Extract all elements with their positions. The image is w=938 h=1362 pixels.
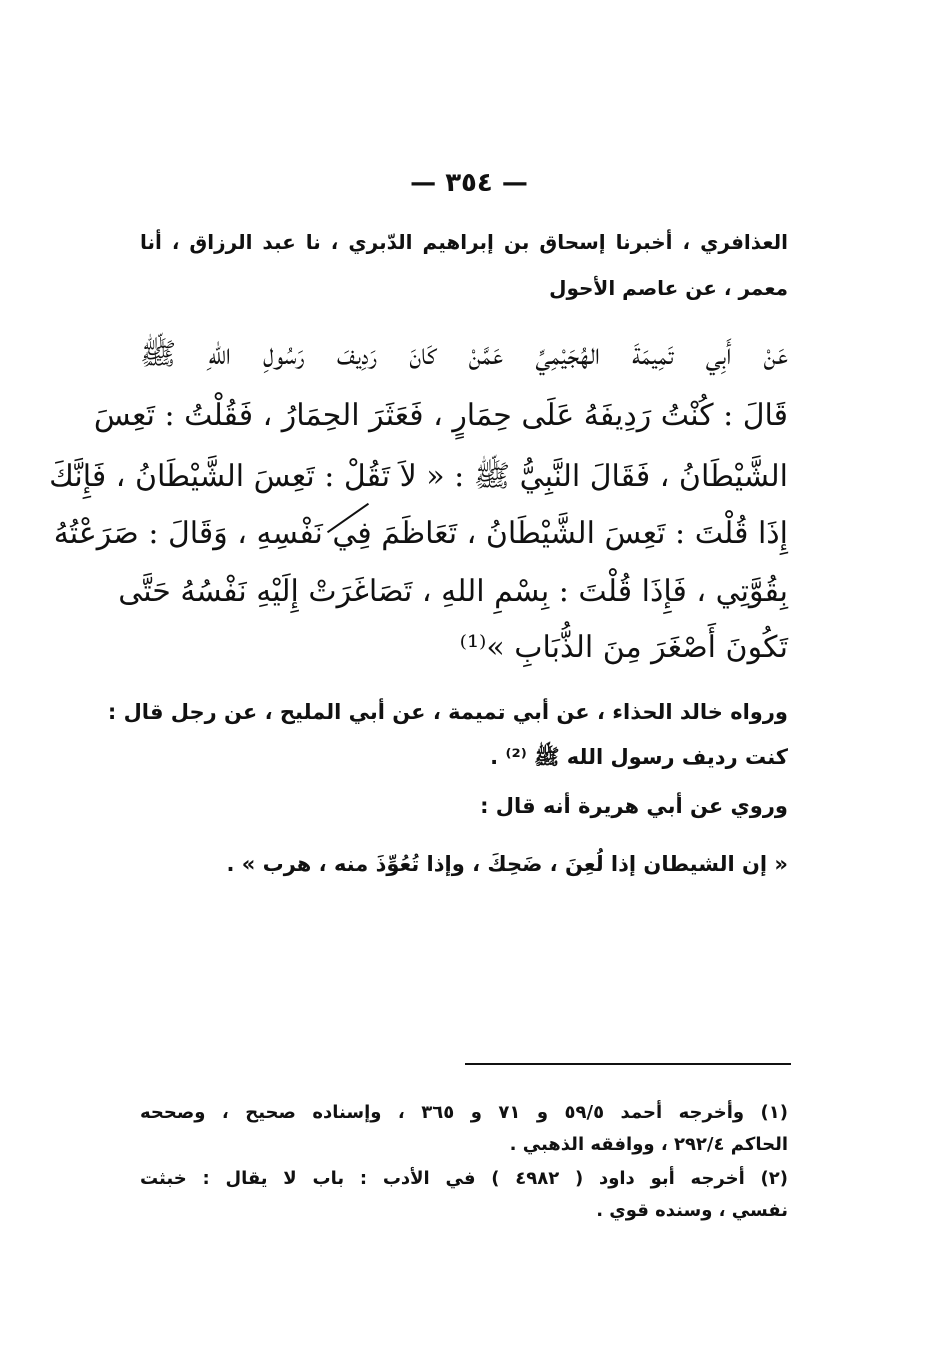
- hadith-line: بِقُوَّتِي ، فَإِذَا قُلْتَ : بِسْمِ اللهِ ، تَصَاغَرَتْ إِلَيْهِ نَفْسُهُ حَتَّى: [118, 574, 788, 609]
- hadith-line: قَالَ : كُنْتُ رَدِيفَهُ عَلَى حِمَارٍ ، فَعَثَرَ الحِمَارُ ، فَقُلْتُ : تَعِسَ: [93, 398, 788, 433]
- footnote-line: (٢) أخرجه أبو داود ( ٤٩٨٢ ) في الأدب : باب لا يقال : خبثت: [140, 1168, 788, 1189]
- hadith-line: تَكُونَ أَصْغَرَ مِنَ الذُّبَابِ »⁽¹⁾: [459, 630, 788, 665]
- isnad-line: العذافري ، أخبرنا إسحاق بن إبراهيم الدّبري ، نا عبد الرزاق ، أنا: [140, 230, 788, 254]
- hadith-line: عَنْ أَبِي تَمِيمَةَ الهُجَيْمِيِّ عَمَّنْ كَانَ رَدِيفَ رَسُولِ اللهِ ﷺ: [140, 337, 788, 372]
- footnote-line: الحاكم ٢٩٢/٤ ، ووافقه الذهبي .: [509, 1134, 788, 1155]
- page-number: — ٣٥٤ —: [410, 168, 528, 198]
- body-line: ورواه خالد الحذاء ، عن أبي تميمة ، عن أبي المليح ، عن رجل قال :: [107, 700, 788, 724]
- footnote-divider: [465, 1063, 791, 1065]
- footnote-line: نفسي ، وسنده قوي .: [596, 1200, 788, 1221]
- body-line: وروي عن أبي هريرة أنه قال :: [480, 794, 788, 818]
- hadith-line: إِذَا قُلْتَ : تَعِسَ الشَّيْطَانُ ، تَعَاظَمَ فِي نَفْسِهِ ، وَقَالَ : صَرَعْتُهُ: [53, 516, 788, 551]
- isnad-line: معمر ، عن عاصم الأحول: [549, 276, 788, 300]
- footnote-line: (١) وأخرجه أحمد ٥٩/٥ و ٧١ و ٣٦٥ ، وإسناده صحيح ، وصححه: [140, 1102, 788, 1123]
- hadith-line: الشَّيْطَانُ ، فَقَالَ النَّبِيُّ ﷺ : « لاَ تَقُلْ : تَعِسَ الشَّيْطَانُ ، فَإِنَّكَ: [49, 459, 788, 494]
- body-line: « إن الشيطان إذا لُعِنَ ، ضَحِكَ ، وإذا تُعُوِّذَ منه ، هرب » .: [226, 852, 788, 876]
- body-line: كنت رديف رسول الله ﷺ ⁽²⁾ .: [490, 745, 788, 769]
